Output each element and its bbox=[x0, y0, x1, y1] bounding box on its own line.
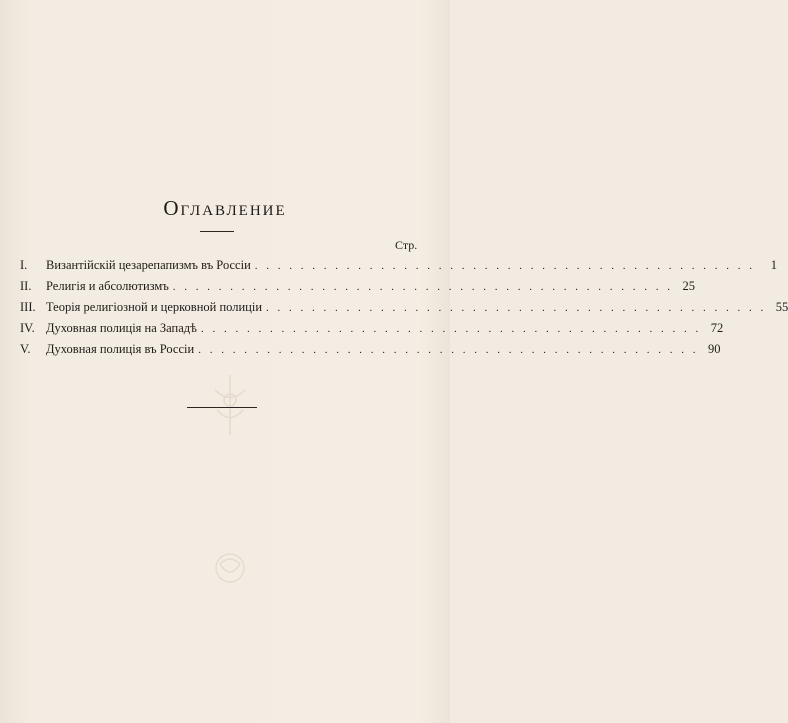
show-through-ornament bbox=[205, 370, 255, 440]
contents-entry bbox=[20, 279, 696, 297]
entry-title: Теорія религіозной и церковной полиціи bbox=[46, 300, 263, 314]
entry-number: V. bbox=[20, 342, 31, 356]
heading-rule bbox=[200, 231, 234, 232]
entry-page: 90 bbox=[707, 342, 721, 356]
contents-entry bbox=[20, 300, 788, 318]
entry-page: 55 bbox=[775, 300, 788, 314]
entry-number: II. bbox=[20, 279, 32, 293]
leader-dots: . . . . . . . . . . . . . . . . . . . . . . . . . . . . . . . . . . . . . . . . . . . . bbox=[200, 323, 702, 335]
entry-title: Византійскій цезарепапизмъ въ Россіи bbox=[46, 258, 251, 272]
closing-rule bbox=[187, 407, 257, 408]
leader-dots: . . . . . . . . . . . . . . . . . . . . . . . . . . . . . . . . . . . . . . . . . . . . bbox=[266, 302, 767, 314]
leader-dots: . . . . . . . . . . . . . . . . . . . . . . . . . . . . . . . . . . . . . . . . . . . . bbox=[172, 281, 674, 293]
entry-title: Религія и абсолютизмъ bbox=[46, 279, 169, 293]
entry-title: Духовная полиція на Западѣ bbox=[46, 321, 197, 335]
leader-dots: . . . . . . . . . . . . . . . . . . . . . . . . . . . . . . . . . . . . . . . . . . . . bbox=[198, 344, 699, 356]
entry-page: 72 bbox=[710, 321, 724, 335]
page-column-header: Стр. bbox=[395, 238, 418, 252]
contents-entry bbox=[20, 321, 724, 339]
contents-entry bbox=[20, 342, 721, 360]
entry-number: IV. bbox=[20, 321, 35, 335]
entry-number: I. bbox=[20, 258, 28, 272]
entry-title: Духовная полиція въ Россіи bbox=[46, 342, 195, 356]
entry-page: 1 bbox=[770, 258, 778, 272]
show-through-seal bbox=[212, 550, 248, 586]
contents-entry bbox=[20, 258, 778, 276]
entry-page: 25 bbox=[682, 279, 696, 293]
table-of-contents-heading: Оглавление bbox=[163, 196, 287, 220]
leader-dots: . . . . . . . . . . . . . . . . . . . . . . . . . . . . . . . . . . . . . . . . . . . . bbox=[254, 260, 756, 272]
entry-number: III. bbox=[20, 300, 36, 314]
